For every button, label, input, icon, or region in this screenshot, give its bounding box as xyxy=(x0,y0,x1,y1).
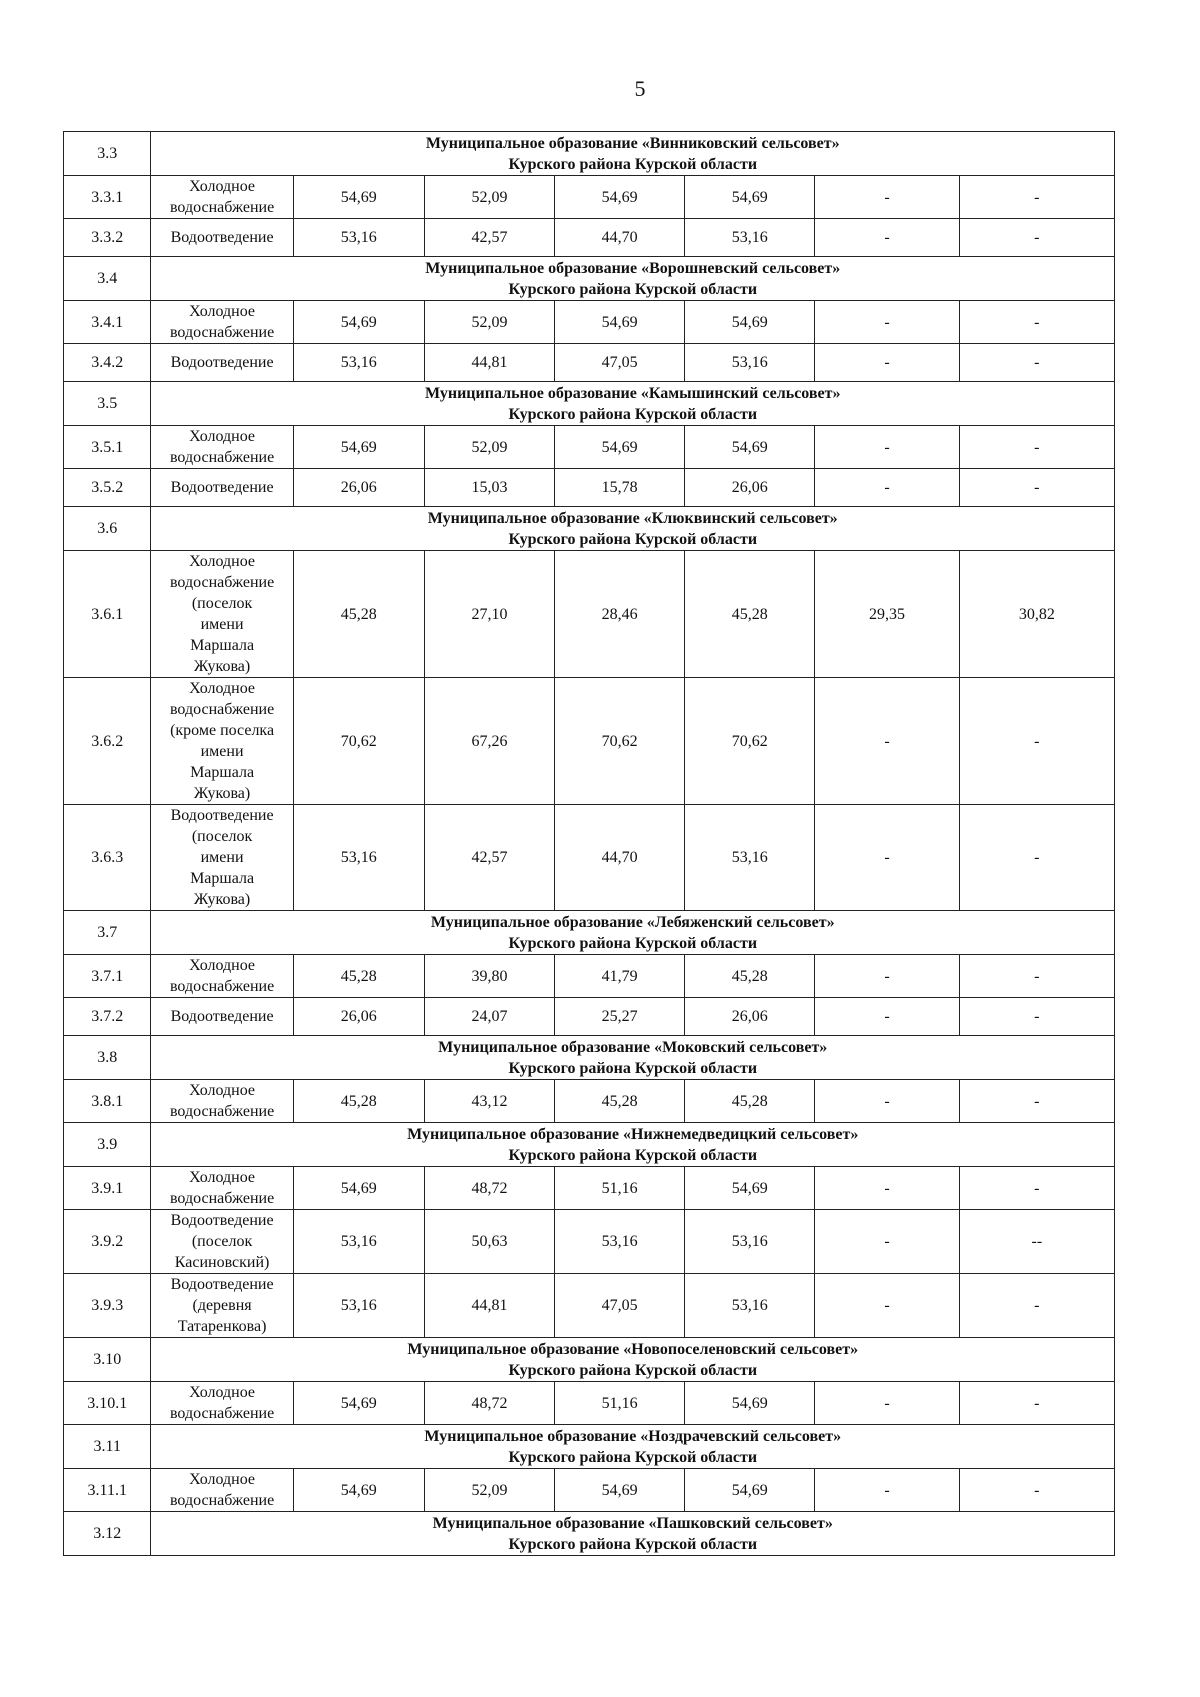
tariff-value: 53,16 xyxy=(293,1210,424,1274)
municipality-title xyxy=(151,1425,1115,1469)
service-name-line: (поселок xyxy=(191,1233,253,1250)
municipality-district: Курского района Курской области xyxy=(508,531,758,548)
tariff-value: - xyxy=(815,1210,959,1274)
region-header-row xyxy=(64,1512,1115,1556)
tariff-value: 25,27 xyxy=(555,998,685,1036)
tariff-value: - xyxy=(815,1167,959,1210)
municipality-district: Курского района Курской области xyxy=(508,156,758,173)
service-name xyxy=(151,1080,293,1123)
municipality-district: Курского района Курской области xyxy=(508,281,758,298)
municipality-title xyxy=(151,1123,1115,1167)
service-name-line: Холодное xyxy=(189,1082,255,1099)
tariff-row xyxy=(64,176,1115,219)
tariff-value: 44,70 xyxy=(555,805,685,911)
municipality-district: Курского района Курской области xyxy=(508,1060,758,1077)
row-number: 3.5.2 xyxy=(64,469,151,507)
service-name-line: водоснабжение xyxy=(169,1103,275,1120)
tariff-value: 30,82 xyxy=(959,551,1114,678)
region-header-row xyxy=(64,911,1115,955)
tariff-value: 54,69 xyxy=(685,1167,815,1210)
row-number: 3.9.3 xyxy=(64,1274,151,1338)
row-number: 3.6.1 xyxy=(64,551,151,678)
row-number: 3.11.1 xyxy=(64,1469,151,1512)
municipality-name: Муниципальное образование «Лебяженский сельсовет» xyxy=(430,914,835,931)
service-name-line: Маршала xyxy=(190,870,255,887)
municipality-district: Курского района Курской области xyxy=(508,406,758,423)
tariff-value: 44,70 xyxy=(555,219,685,257)
service-name-line: Водоотведение xyxy=(170,1212,274,1229)
municipality-title xyxy=(151,1036,1115,1080)
service-name xyxy=(151,219,293,257)
tariff-value: 53,16 xyxy=(293,1274,424,1338)
service-name-line: Холодное xyxy=(189,303,255,320)
row-number: 3.9.1 xyxy=(64,1167,151,1210)
service-name-line: водоснабжение xyxy=(169,324,275,341)
service-name-line: водоснабжение xyxy=(169,1405,275,1422)
service-name xyxy=(151,805,293,911)
tariff-value: 26,06 xyxy=(685,998,815,1036)
tariff-value: - xyxy=(815,344,959,382)
row-number: 3.9.2 xyxy=(64,1210,151,1274)
region-header-row xyxy=(64,1425,1115,1469)
tariff-value: - xyxy=(815,955,959,998)
municipality-name: Муниципальное образование «Ноздрачевский сельсовет» xyxy=(424,1428,842,1445)
tariff-value: - xyxy=(959,805,1114,911)
tariff-row xyxy=(64,1469,1115,1512)
tariff-value: 45,28 xyxy=(685,955,815,998)
row-number: 3.3.2 xyxy=(64,219,151,257)
tariff-value: 29,35 xyxy=(815,551,959,678)
page-number: 5 xyxy=(634,76,646,101)
tariff-value: 26,06 xyxy=(293,469,424,507)
row-number: 3.6.3 xyxy=(64,805,151,911)
tariff-value: 53,16 xyxy=(685,344,815,382)
tariff-value: - xyxy=(815,176,959,219)
service-name xyxy=(151,955,293,998)
tariff-value: 51,16 xyxy=(555,1167,685,1210)
service-name-line: водоснабжение xyxy=(169,574,275,591)
tariff-row xyxy=(64,301,1115,344)
tariff-value: - xyxy=(959,678,1114,805)
tariff-table xyxy=(63,131,1115,1556)
service-name-line: Холодное xyxy=(189,1169,255,1186)
tariff-value: 54,69 xyxy=(293,1167,424,1210)
municipality-district: Курского района Курской области xyxy=(508,1449,758,1466)
tariff-value: - xyxy=(959,1080,1114,1123)
service-name xyxy=(151,301,293,344)
tariff-value: 52,09 xyxy=(424,176,554,219)
tariff-row xyxy=(64,805,1115,911)
municipality-district: Курского района Курской области xyxy=(508,1536,758,1553)
service-name-line: Холодное xyxy=(189,1471,255,1488)
tariff-value: - xyxy=(959,955,1114,998)
tariff-value: 26,06 xyxy=(685,469,815,507)
municipality-title xyxy=(151,382,1115,426)
region-header-row xyxy=(64,1036,1115,1080)
service-name-line: Жукова) xyxy=(193,891,251,908)
tariff-value: 52,09 xyxy=(424,1469,554,1512)
tariff-value: 45,28 xyxy=(685,1080,815,1123)
tariff-value: 53,16 xyxy=(293,219,424,257)
municipality-name: Муниципальное образование «Новопоселеновский сельсовет» xyxy=(407,1341,859,1358)
tariff-row xyxy=(64,998,1115,1036)
municipality-name: Муниципальное образование «Винниковский сельсовет» xyxy=(425,135,840,152)
tariff-value: - xyxy=(815,1080,959,1123)
row-number: 3.3.1 xyxy=(64,176,151,219)
municipality-title xyxy=(151,1512,1115,1556)
tariff-value: 51,16 xyxy=(555,1382,685,1425)
tariff-row xyxy=(64,955,1115,998)
tariff-value: 44,81 xyxy=(424,1274,554,1338)
municipality-name: Муниципальное образование «Нижнемедведицкий сельсовет» xyxy=(407,1126,859,1143)
service-name-line: Жукова) xyxy=(193,785,251,802)
tariff-value: 44,81 xyxy=(424,344,554,382)
service-name-line: (поселок xyxy=(191,828,253,845)
tariff-value: - xyxy=(959,1469,1114,1512)
municipality-name: Муниципальное образование «Моковский сельсовет» xyxy=(438,1039,828,1056)
service-name-line: Касиновский) xyxy=(174,1254,270,1271)
tariff-row xyxy=(64,551,1115,678)
tariff-value: 53,16 xyxy=(555,1210,685,1274)
row-number: 3.6 xyxy=(64,507,151,551)
tariff-value: - xyxy=(959,219,1114,257)
service-name-line: Водоотведение xyxy=(170,354,274,371)
tariff-value: 54,69 xyxy=(293,1469,424,1512)
tariff-value: -- xyxy=(959,1210,1114,1274)
service-name-line: водоснабжение xyxy=(169,1492,275,1509)
row-number: 3.11 xyxy=(64,1425,151,1469)
tariff-row xyxy=(64,1210,1115,1274)
service-name xyxy=(151,426,293,469)
tariff-value: - xyxy=(815,998,959,1036)
tariff-value: 47,05 xyxy=(555,344,685,382)
row-number: 3.10 xyxy=(64,1338,151,1382)
service-name xyxy=(151,1469,293,1512)
service-name-line: водоснабжение xyxy=(169,199,275,216)
tariff-value: 70,62 xyxy=(555,678,685,805)
region-header-row xyxy=(64,1338,1115,1382)
tariff-value: 54,69 xyxy=(685,1469,815,1512)
service-name-line: Маршала xyxy=(190,764,255,781)
region-header-row xyxy=(64,1123,1115,1167)
service-name-line: водоснабжение xyxy=(169,701,275,718)
service-name-line: Холодное xyxy=(189,553,255,570)
tariff-value: 54,69 xyxy=(555,301,685,344)
service-name xyxy=(151,344,293,382)
tariff-row xyxy=(64,1080,1115,1123)
tariff-value: - xyxy=(815,678,959,805)
tariff-value: 54,69 xyxy=(555,426,685,469)
tariff-value: 28,46 xyxy=(555,551,685,678)
tariff-value: - xyxy=(959,176,1114,219)
service-name-line: Водоотведение xyxy=(170,1008,274,1025)
tariff-value: - xyxy=(959,469,1114,507)
service-name-line: (деревня xyxy=(192,1297,252,1314)
municipality-district: Курского района Курской области xyxy=(508,935,758,952)
service-name-line: имени xyxy=(200,743,244,760)
service-name xyxy=(151,1210,293,1274)
service-name-line: Водоотведение xyxy=(170,479,274,496)
service-name-line: (кроме поселка xyxy=(170,722,275,739)
tariff-value: 48,72 xyxy=(424,1382,554,1425)
row-number: 3.9 xyxy=(64,1123,151,1167)
tariff-value: 45,28 xyxy=(293,551,424,678)
service-name-line: водоснабжение xyxy=(169,978,275,995)
tariff-value: 53,16 xyxy=(685,219,815,257)
tariff-value: - xyxy=(815,1274,959,1338)
tariff-value: - xyxy=(959,426,1114,469)
tariff-value: 52,09 xyxy=(424,426,554,469)
row-number: 3.4 xyxy=(64,257,151,301)
row-number: 3.4.1 xyxy=(64,301,151,344)
region-header-row xyxy=(64,507,1115,551)
service-name xyxy=(151,176,293,219)
tariff-value: - xyxy=(959,998,1114,1036)
row-number: 3.10.1 xyxy=(64,1382,151,1425)
service-name-line: водоснабжение xyxy=(169,449,275,466)
tariff-row xyxy=(64,1382,1115,1425)
tariff-value: 45,28 xyxy=(685,551,815,678)
tariff-value: - xyxy=(959,344,1114,382)
row-number: 3.7.1 xyxy=(64,955,151,998)
tariff-value: - xyxy=(959,301,1114,344)
municipality-district: Курского района Курской области xyxy=(508,1362,758,1379)
tariff-value: 24,07 xyxy=(424,998,554,1036)
municipality-title xyxy=(151,257,1115,301)
service-name-line: Холодное xyxy=(189,680,255,697)
service-name-line: Водоотведение xyxy=(170,1276,274,1293)
service-name xyxy=(151,551,293,678)
tariff-value: 54,69 xyxy=(293,301,424,344)
tariff-row xyxy=(64,344,1115,382)
municipality-title xyxy=(151,507,1115,551)
service-name-line: водоснабжение xyxy=(169,1190,275,1207)
tariff-value: 45,28 xyxy=(293,1080,424,1123)
municipality-title xyxy=(151,132,1115,176)
service-name-line: имени xyxy=(200,616,244,633)
tariff-value: 54,69 xyxy=(685,176,815,219)
service-name-line: Холодное xyxy=(189,957,255,974)
tariff-value: - xyxy=(959,1382,1114,1425)
tariff-value: 54,69 xyxy=(685,426,815,469)
service-name-line: Водоотведение xyxy=(170,807,274,824)
row-number: 3.3 xyxy=(64,132,151,176)
service-name-line: Водоотведение xyxy=(170,229,274,246)
tariff-value: 54,69 xyxy=(555,1469,685,1512)
tariff-value: 39,80 xyxy=(424,955,554,998)
tariff-value: - xyxy=(815,469,959,507)
municipality-title xyxy=(151,911,1115,955)
row-number: 3.12 xyxy=(64,1512,151,1556)
service-name xyxy=(151,1167,293,1210)
municipality-name: Муниципальное образование «Ворошневский сельсовет» xyxy=(425,260,841,277)
tariff-value: - xyxy=(959,1167,1114,1210)
tariff-value: - xyxy=(815,805,959,911)
tariff-value: 53,16 xyxy=(293,344,424,382)
tariff-value: 53,16 xyxy=(293,805,424,911)
tariff-value: 54,69 xyxy=(685,301,815,344)
tariff-value: 54,69 xyxy=(293,426,424,469)
row-number: 3.4.2 xyxy=(64,344,151,382)
tariff-value: - xyxy=(815,1469,959,1512)
tariff-value: 15,78 xyxy=(555,469,685,507)
tariff-value: 52,09 xyxy=(424,301,554,344)
municipality-district: Курского района Курской области xyxy=(508,1147,758,1164)
tariff-value: 27,10 xyxy=(424,551,554,678)
tariff-value: 43,12 xyxy=(424,1080,554,1123)
tariff-value: 70,62 xyxy=(293,678,424,805)
row-number: 3.5.1 xyxy=(64,426,151,469)
service-name-line: Маршала xyxy=(190,637,255,654)
service-name xyxy=(151,1382,293,1425)
tariff-row xyxy=(64,426,1115,469)
municipality-name: Муниципальное образование «Пашковский сельсовет» xyxy=(432,1515,833,1532)
tariff-value: 42,57 xyxy=(424,219,554,257)
tariff-value: 54,69 xyxy=(555,176,685,219)
service-name xyxy=(151,678,293,805)
tariff-row xyxy=(64,1167,1115,1210)
row-number: 3.8 xyxy=(64,1036,151,1080)
tariff-value: 45,28 xyxy=(555,1080,685,1123)
tariff-value: 42,57 xyxy=(424,805,554,911)
row-number: 3.7 xyxy=(64,911,151,955)
service-name-line: Холодное xyxy=(189,178,255,195)
tariff-value: 26,06 xyxy=(293,998,424,1036)
tariff-value: 48,72 xyxy=(424,1167,554,1210)
municipality-name: Муниципальное образование «Клюквинский сельсовет» xyxy=(427,510,838,527)
tariff-row xyxy=(64,1274,1115,1338)
tariff-value: 54,69 xyxy=(293,1382,424,1425)
tariff-value: 54,69 xyxy=(293,176,424,219)
tariff-value: 53,16 xyxy=(685,805,815,911)
tariff-row xyxy=(64,469,1115,507)
service-name-line: Татаренкова) xyxy=(177,1318,267,1335)
row-number: 3.8.1 xyxy=(64,1080,151,1123)
service-name-line: Холодное xyxy=(189,428,255,445)
tariff-value: 67,26 xyxy=(424,678,554,805)
tariff-value: - xyxy=(959,1274,1114,1338)
tariff-row xyxy=(64,219,1115,257)
tariff-value: 47,05 xyxy=(555,1274,685,1338)
tariff-row xyxy=(64,678,1115,805)
region-header-row xyxy=(64,257,1115,301)
service-name xyxy=(151,469,293,507)
municipality-name: Муниципальное образование «Камышинский сельсовет» xyxy=(424,385,841,402)
service-name-line: (поселок xyxy=(191,595,253,612)
service-name-line: имени xyxy=(200,849,244,866)
region-header-row xyxy=(64,132,1115,176)
tariff-value: 41,79 xyxy=(555,955,685,998)
row-number: 3.6.2 xyxy=(64,678,151,805)
tariff-value: - xyxy=(815,219,959,257)
tariff-value: 53,16 xyxy=(685,1210,815,1274)
service-name-line: Холодное xyxy=(189,1384,255,1401)
tariff-value: 53,16 xyxy=(685,1274,815,1338)
tariff-value: 15,03 xyxy=(424,469,554,507)
tariff-value: 45,28 xyxy=(293,955,424,998)
tariff-value: 54,69 xyxy=(685,1382,815,1425)
region-header-row xyxy=(64,382,1115,426)
tariff-value: - xyxy=(815,1382,959,1425)
row-number: 3.7.2 xyxy=(64,998,151,1036)
row-number: 3.5 xyxy=(64,382,151,426)
service-name xyxy=(151,998,293,1036)
municipality-title xyxy=(151,1338,1115,1382)
service-name-line: Жукова) xyxy=(193,658,251,675)
service-name xyxy=(151,1274,293,1338)
tariff-value: 70,62 xyxy=(685,678,815,805)
tariff-value: 50,63 xyxy=(424,1210,554,1274)
tariff-value: - xyxy=(815,301,959,344)
tariff-value: - xyxy=(815,426,959,469)
